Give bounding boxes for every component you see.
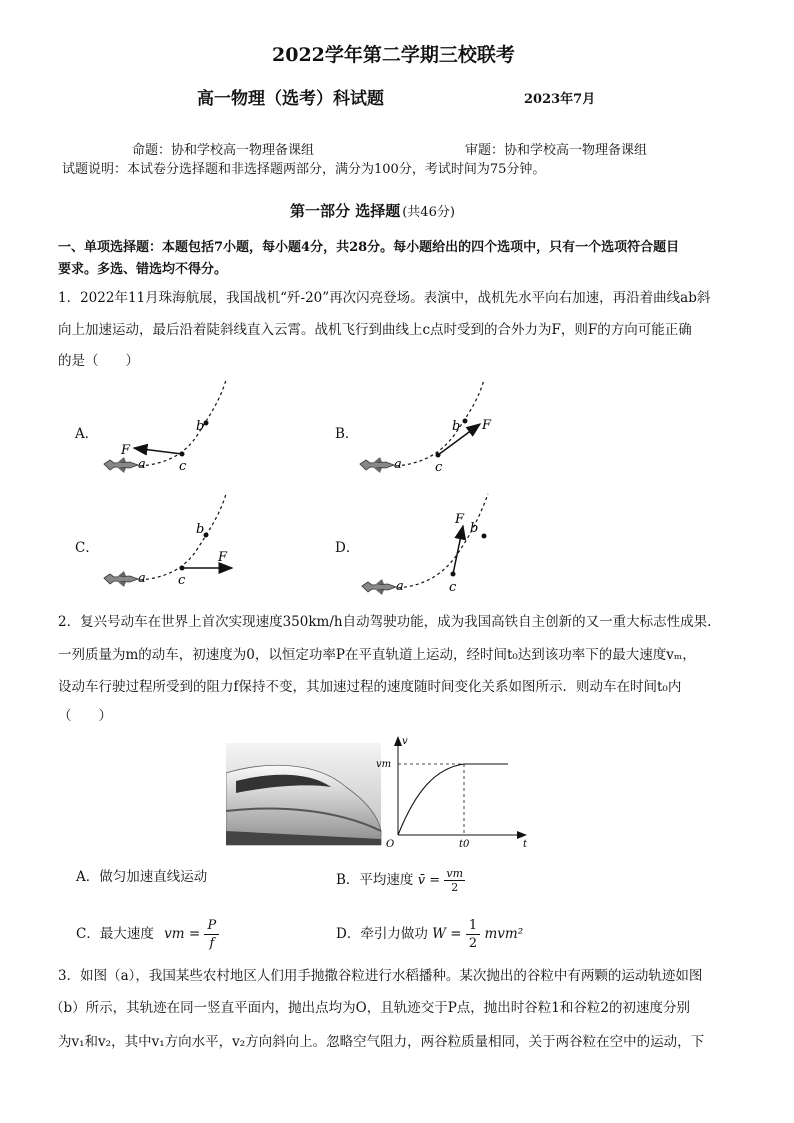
- label-F: F: [218, 550, 228, 565]
- q2-line2: 一列质量为m的动车，初速度为0，以恒定功率P在平直轨道上运动，经时间t₀达到该功率下的最大速度vₘ，: [58, 647, 696, 663]
- q1-option-d-label: D．: [335, 540, 360, 556]
- q3-line1: 3．如图（a），我国某些农村地区人们用手抛撒谷粒进行水稻播种。某次抛出的谷粒中有两颗的运动轨迹如图: [58, 968, 703, 984]
- q2-option-b-lhs: v̄ =: [417, 873, 441, 888]
- q2-line3: 设动车行驶过程所受到的阻力f保持不变，其加速过程的速度随时间变化关系如图所示．则动车在时间t₀内: [58, 679, 682, 695]
- q2-option-d-prefix: D．牵引力做功: [336, 926, 428, 942]
- label-a: a: [394, 457, 402, 472]
- graph-v-label: v: [402, 736, 408, 747]
- label-a: a: [138, 571, 146, 586]
- q2-option-d-lhs: W =: [432, 926, 462, 942]
- q2-option-c-denominator: f: [209, 936, 215, 951]
- section1-heading-line2: 要求。多选、错选均不得分。: [58, 262, 228, 277]
- q2-option-a: A．做匀加速直线运动: [76, 869, 208, 885]
- q2-option-b-denominator: 2: [451, 881, 459, 894]
- label-b: b: [196, 419, 205, 434]
- q1-diagram-b: [360, 380, 492, 475]
- exam-date: 2023年7月: [524, 92, 596, 107]
- q1-option-b-label: B．: [335, 426, 359, 442]
- exam-title: 2022学年第二学期三校联考: [272, 44, 515, 66]
- graph-vm-label: vm: [376, 759, 392, 770]
- q2-option-c-numerator: P: [204, 917, 219, 935]
- q2-line4: （ ）: [58, 708, 112, 724]
- label-b: b: [196, 522, 205, 537]
- q3-line2: （b）所示，其轨迹在同一竖直平面内，抛出点均为O，且轨迹交于P点，抛出时谷粒1和谷粒2的初速度分别: [50, 1000, 690, 1016]
- label-F: F: [482, 418, 492, 433]
- label-c: c: [178, 573, 186, 588]
- label-a: a: [138, 457, 146, 472]
- author-line: 命题：协和学校高一物理备课组: [132, 143, 315, 158]
- jet-a-icon: [104, 457, 138, 473]
- q2-option-c-prefix: C．最大速度: [76, 926, 154, 942]
- label-b: b: [470, 521, 479, 536]
- q2-option-b-numerator: vm: [446, 867, 464, 880]
- graph-t0-label: t0: [459, 839, 470, 850]
- label-a: a: [396, 579, 404, 594]
- v-t-graph: [376, 736, 528, 850]
- label-F: F: [121, 443, 131, 458]
- jet-b-icon: [360, 457, 394, 473]
- q2-option-c-lhs: vm =: [164, 926, 201, 942]
- q1-diagram-d: [362, 494, 488, 595]
- jet-d-icon: [362, 579, 396, 595]
- q1-option-c-label: C．: [75, 540, 99, 556]
- label-F: F: [455, 512, 465, 527]
- q2-option-b: [336, 867, 465, 894]
- q1-diagram-c: [104, 494, 232, 588]
- q2-option-d-numerator: 1: [466, 917, 480, 935]
- q1-line2: 向上加速运动，最后沿着陡斜线直入云霄。战机飞行到曲线上c点时受到的合外力为F，则F的方向可能正确: [58, 322, 692, 338]
- q2-line1: 2．复兴号动车在世界上首次实现速度350km/h自动驾驶功能，成为我国高铁自主创新的又一重大标志性成果.: [58, 614, 712, 630]
- q2-figure: [226, 735, 536, 850]
- q1-line3: 的是（ ）: [58, 353, 139, 369]
- q2-option-b-prefix: B．平均速度: [336, 872, 414, 888]
- section1-heading-line1: 一、单项选择题：本题包括7小题，每小题4分，共28分。每小题给出的四个选项中，只有一个选项符合题目: [58, 240, 680, 255]
- q2-option-d-denominator: 2: [468, 936, 478, 951]
- label-c: c: [435, 460, 443, 475]
- train-photo: [226, 743, 381, 845]
- label-c: c: [449, 580, 457, 595]
- graph-t-label: t: [523, 839, 528, 850]
- part1-score: (共46分): [402, 205, 455, 220]
- part1-title-text: 第一部分 选择题: [290, 202, 401, 220]
- q1-line1: 1．2022年11月珠海航展，我国战机“歼-20”再次闪亮登场。表演中，战机先水平向右加速，再沿着曲线ab斜: [58, 290, 711, 306]
- q2-option-d-tail: mvm²: [484, 926, 524, 942]
- label-b: b: [452, 419, 461, 434]
- instructions: 试题说明：本试卷分选择题和非选择题两部分，满分为100分，考试时间为75分钟。: [62, 162, 546, 177]
- graph-origin-label: O: [386, 839, 395, 850]
- q1-diagram-a: [104, 380, 226, 474]
- reviewer-line: 审题：协和学校高一物理备课组: [465, 143, 648, 158]
- q1-option-a-label: A．: [75, 426, 99, 442]
- q3-line3: 为v₁和v₂，其中v₁方向水平，v₂方向斜向上。忽略空气阻力，两谷粒质量相同，关于两谷粒在空中的运动，下: [58, 1034, 705, 1050]
- q2-option-d: [336, 917, 523, 952]
- label-c: c: [179, 459, 187, 474]
- paper-title: 高一物理（选考）科试题: [197, 89, 384, 109]
- q2-option-c: [76, 917, 219, 952]
- jet-c-icon: [104, 571, 138, 587]
